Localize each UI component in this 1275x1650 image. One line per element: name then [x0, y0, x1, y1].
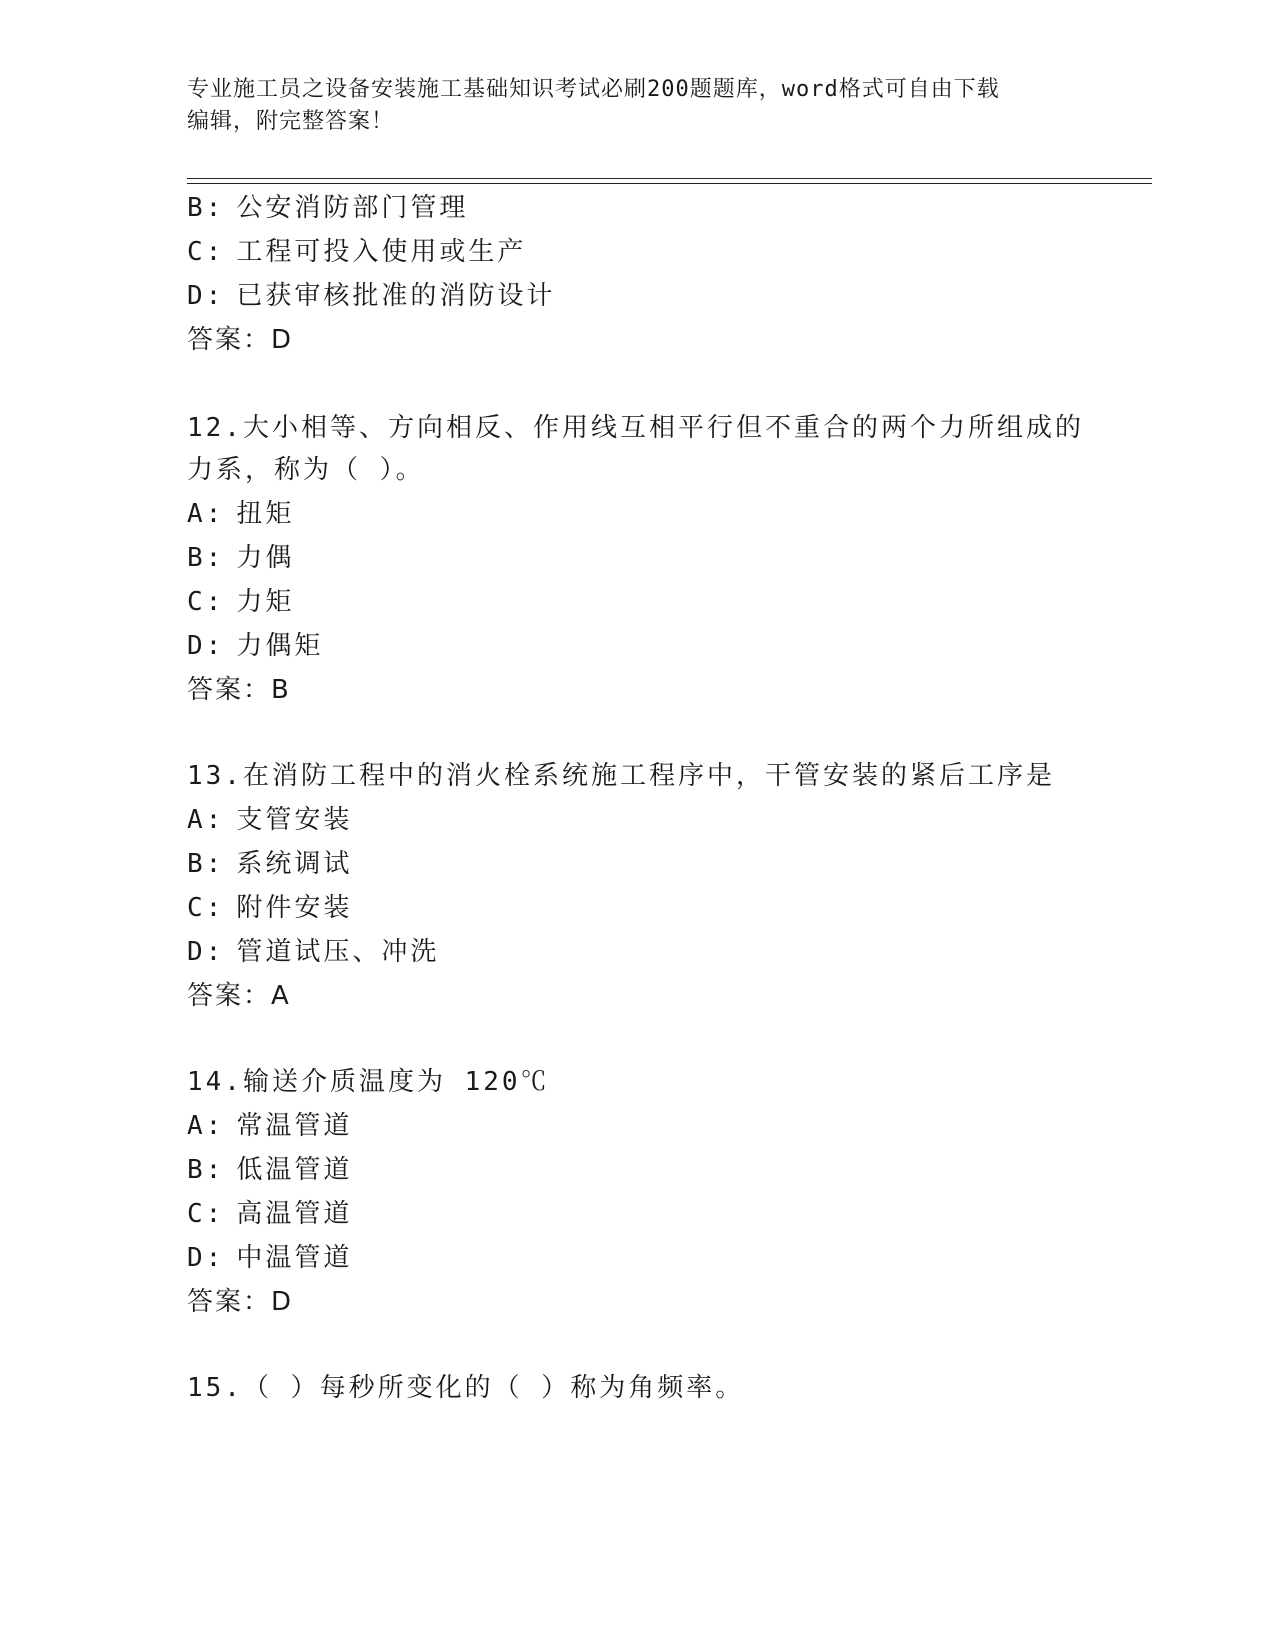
q11-answer: [187, 324, 294, 356]
option-text: 高温管道: [236, 1199, 353, 1229]
answer-label: 答案：: [187, 675, 272, 705]
q11-option-d: [187, 280, 555, 312]
q13-answer: [187, 980, 292, 1012]
option-key: C:: [187, 237, 225, 267]
q13-option-c: [187, 892, 352, 924]
option-text: 支管安装: [236, 805, 353, 835]
answer-label: 答案：: [187, 1287, 272, 1317]
option-text: 常温管道: [236, 1111, 353, 1141]
option-key: D:: [187, 1243, 225, 1273]
header-line-2: 编辑，附完整答案！: [187, 109, 395, 134]
option-key: B:: [187, 849, 225, 879]
answer-value: D: [271, 325, 295, 355]
q15-stem-line-1: 15.（ ）每秒所变化的（ ）称为角频率。: [187, 1373, 745, 1403]
q12-option-d: [187, 630, 323, 662]
answer-value: B: [271, 675, 292, 705]
option-key: B:: [187, 1155, 225, 1185]
q14-option-a: [187, 1110, 352, 1142]
option-text: 系统调试: [236, 849, 353, 879]
q12-option-c: [187, 586, 294, 618]
option-key: A:: [187, 805, 225, 835]
option-text: 管道试压、冲洗: [236, 937, 440, 967]
option-text: 已获审核批准的消防设计: [236, 281, 556, 311]
answer-label: 答案：: [187, 325, 272, 355]
q12-answer: [187, 674, 292, 706]
header-divider-bottom: [187, 183, 1152, 184]
answer-label: 答案：: [187, 981, 272, 1011]
answer-value: D: [271, 1287, 295, 1317]
option-text: 中温管道: [236, 1243, 353, 1273]
header-divider-top: [187, 178, 1152, 179]
q13-option-a: [187, 804, 352, 836]
option-text: 力偶矩: [236, 631, 324, 661]
option-key: D:: [187, 937, 225, 967]
option-key: A:: [187, 499, 225, 529]
option-key: C:: [187, 587, 225, 617]
option-key: D:: [187, 631, 225, 661]
q13-stem-line-1: 13.在消防工程中的消火栓系统施工程序中，干管安装的紧后工序是: [187, 761, 1055, 791]
option-text: 力矩: [236, 587, 295, 617]
q14-option-d: [187, 1242, 352, 1274]
q11-option-b: [187, 192, 468, 224]
q14-stem-line-1: 14.输送介质温度为 120℃: [187, 1067, 550, 1097]
option-text: 公安消防部门管理: [236, 193, 469, 223]
document-header: [187, 74, 1067, 138]
header-line-1: 专业施工员之设备安装施工基础知识考试必刷200题题库，word格式可自由下载: [187, 77, 1000, 102]
option-key: B:: [187, 193, 225, 223]
option-key: C:: [187, 1199, 225, 1229]
option-key: C:: [187, 893, 225, 923]
option-key: B:: [187, 543, 225, 573]
q12-stem-line-2: 力系，称为（ ）。: [187, 455, 425, 485]
q13-option-b: [187, 848, 352, 880]
option-text: 低温管道: [236, 1155, 353, 1185]
q14-option-c: [187, 1198, 352, 1230]
q14-option-b: [187, 1154, 352, 1186]
option-text: 扭矩: [236, 499, 295, 529]
q12-stem-line-1: 12.大小相等、方向相反、作用线互相平行但不重合的两个力所组成的: [187, 413, 1084, 443]
q14-answer: [187, 1286, 294, 1318]
answer-value: A: [271, 981, 292, 1011]
q13-option-d: [187, 936, 439, 968]
option-text: 工程可投入使用或生产: [236, 237, 527, 267]
option-text: 附件安装: [236, 893, 353, 923]
option-key: A:: [187, 1111, 225, 1141]
q12-option-a: [187, 498, 294, 530]
q11-option-c: [187, 236, 526, 268]
q12-option-b: [187, 542, 294, 574]
option-key: D:: [187, 281, 225, 311]
option-text: 力偶: [236, 543, 295, 573]
